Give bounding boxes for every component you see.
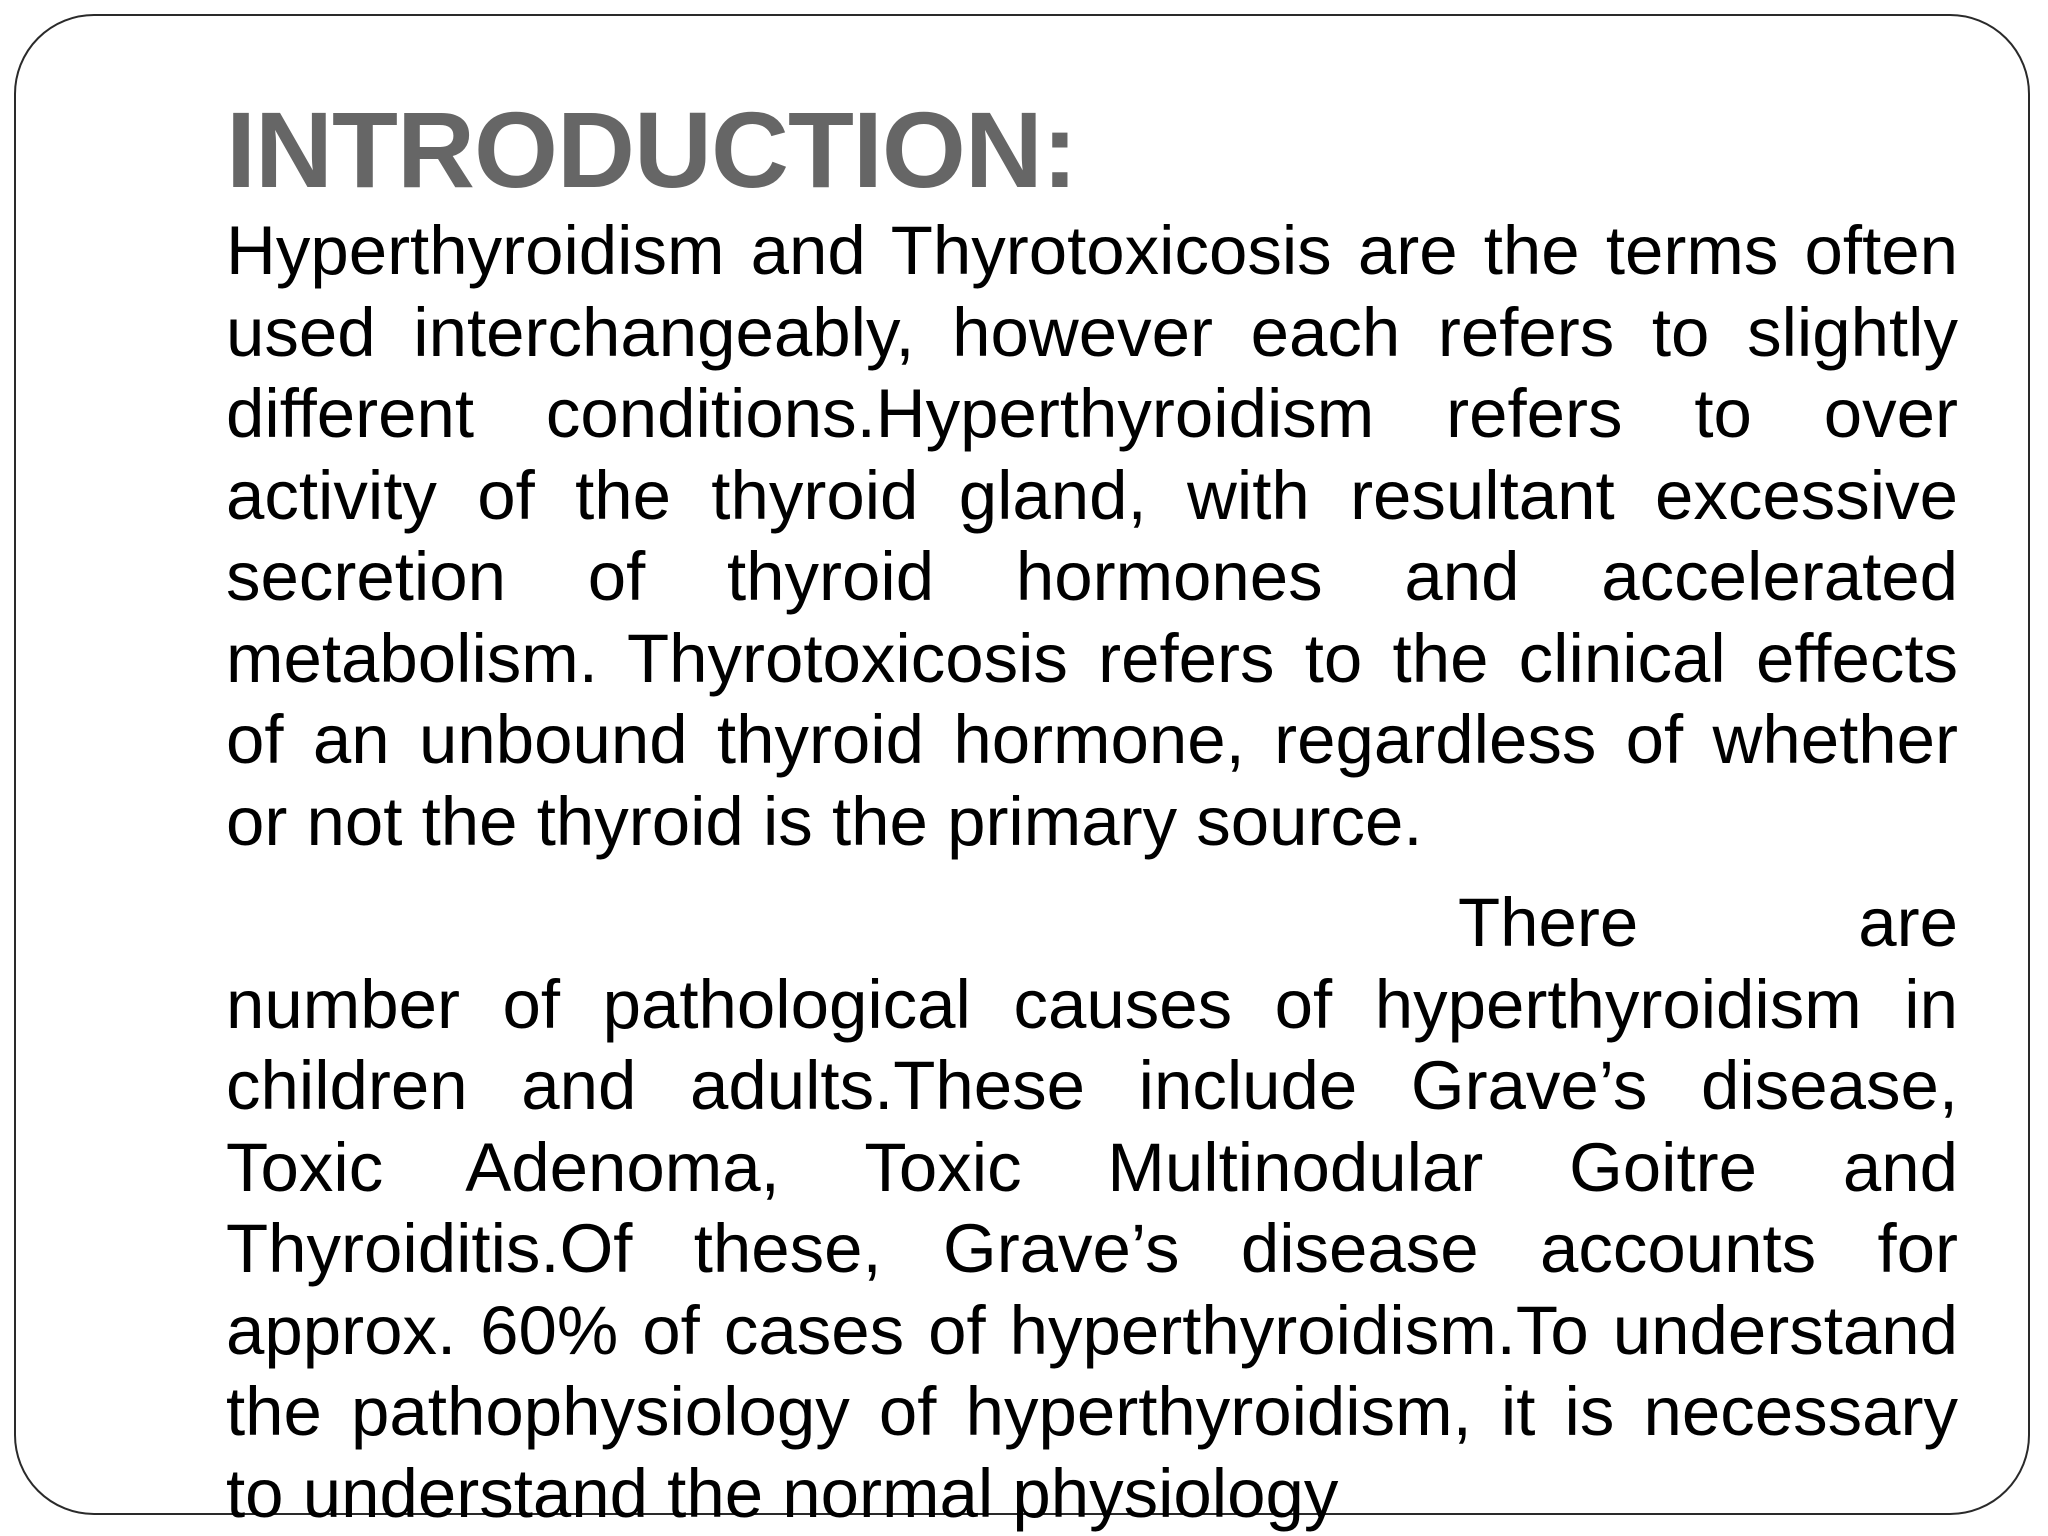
lead-word-there: There (1458, 884, 1639, 961)
slide-content (226, 89, 1958, 1534)
causes-paragraph: number of pathological causes of hyperthyroidism in children and adults.These include Grave’s disease, Toxic Adenoma, Toxic Multinodular Goitre and Thyroiditis.Of these, Grave’s disease accounts for approx. 60% of cases of hyperthyroidism.To understand the pathophysiology of hyperthyroidism, it is necessary to understand the normal physiology (226, 965, 1958, 1532)
lead-word-are: are (1858, 884, 1958, 961)
causes-paragraph-lead (226, 882, 1958, 964)
intro-paragraph: Hyperthyroidism and Thyrotoxicosis are the terms often used interchangeably, however each refers to slightly different conditions.Hyperthyroidism refers to over activity of the thyroid gland, with resultant excessive secretion of thyroid hormones and accelerated metabolism. Thyrotoxicosis refers to the clinical effects of an unbound thyroid hormone, regardless of whether or not the thyroid is the primary source. (226, 212, 1958, 860)
slide-title: INTRODUCTION: (226, 89, 1077, 210)
